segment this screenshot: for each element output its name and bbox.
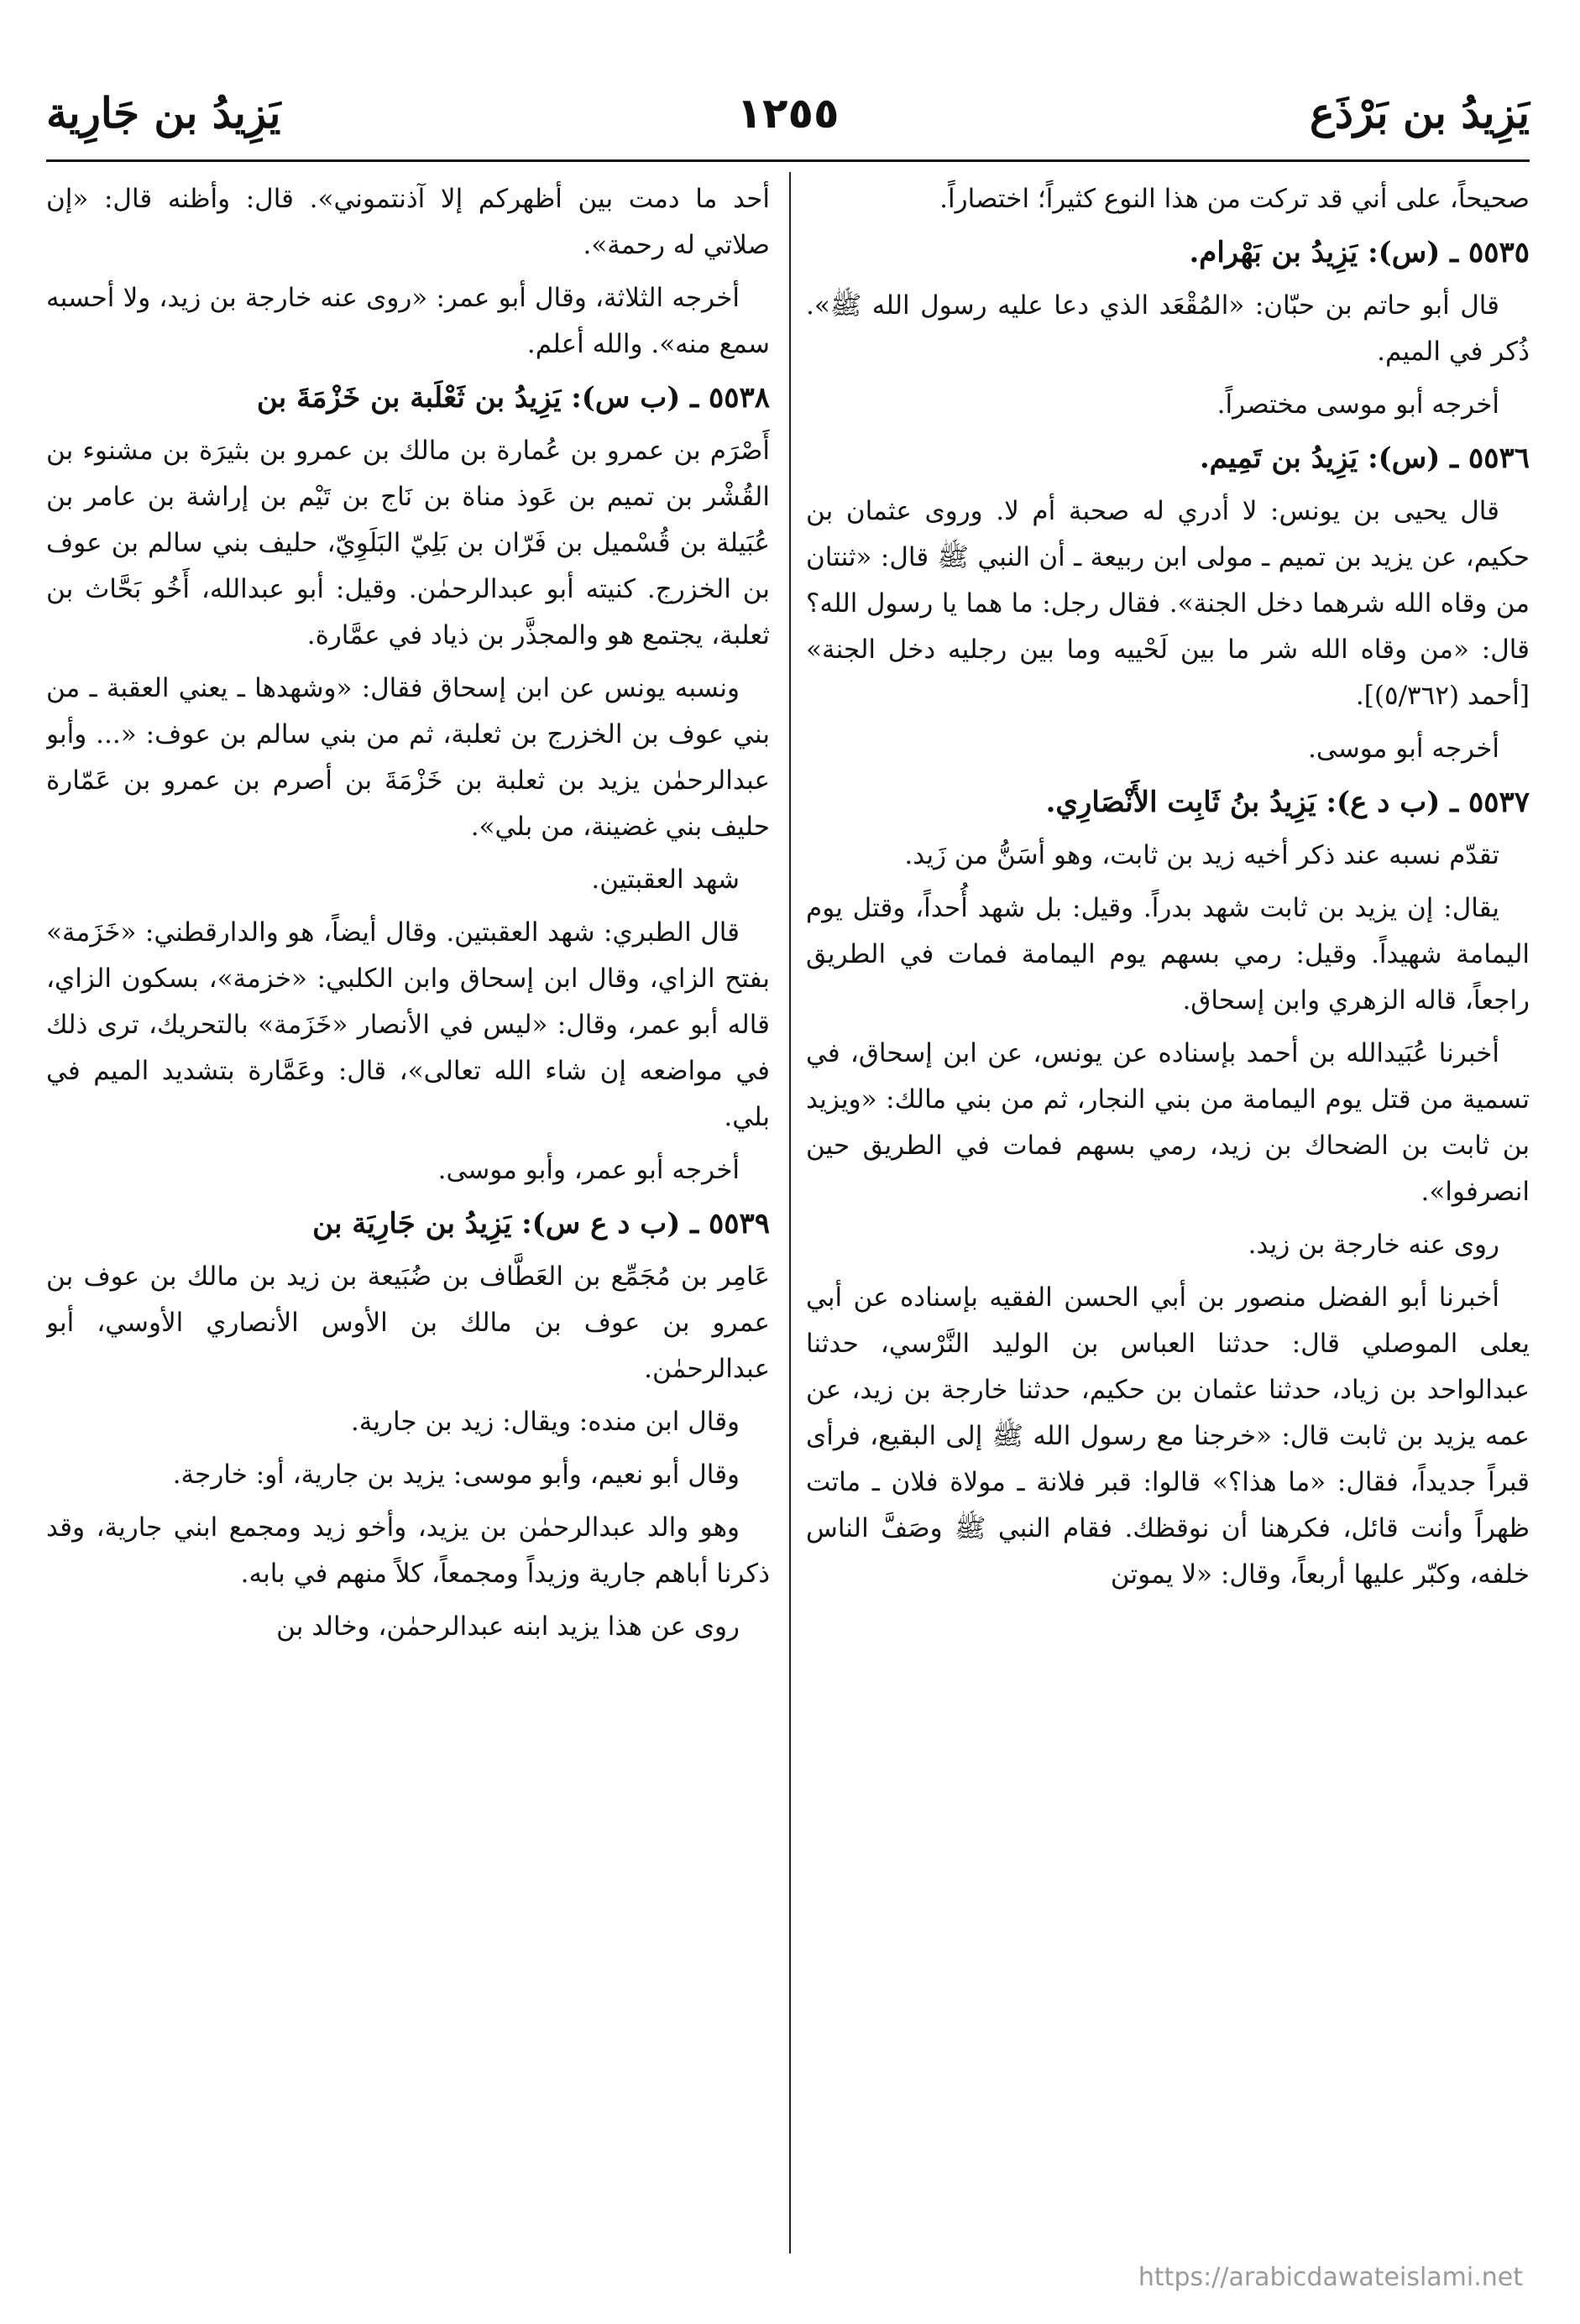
paragraph: أَصْرَم بن عمرو بن عُمارة بن مالك بن عمرو بن بثيرَة بن مشنوء بن القُشْر بن تميم بن عَوذ مناة بن نَاج بن تَيْم بن إراشة بن عامر بن عُبَيلة بن قُسْميل بن فَرّان بن بَلِيّ البَلَوِيّ، حليف بني سالم بن عوف بن الخزرج. كنيته أبو عبدالرحمٰن. وقيل: أبو عبدالله، أَخُو بَحَّاث بن ثعلبة، يجتمع هو والمجذَّر بن ذياد في عمَّارة. bbox=[46, 436, 770, 650]
entry-heading-5536: ٥٥٣٦ ـ (س): يَزِيدُ بن تَمِيم. bbox=[1199, 441, 1530, 475]
header-right-title: يَزِيدُ بن بَرْذَع bbox=[1309, 88, 1530, 138]
page-number: ١٢٥٥ bbox=[736, 89, 840, 138]
paragraph: يقال: إن يزيد بن ثابت شهد بدراً. وقيل: بل شهد أُحداً، وقتل يوم اليمامة شهيداً. وقيل: رمي بسهم يوم اليمامة فمات في الطريق راجعاً، قاله الزهري وابن إسحاق. bbox=[806, 893, 1530, 1016]
entry-heading-5539: ٥٥٣٩ ـ (ب د ع س): يَزِيدُ بن جَارِيَة بن bbox=[312, 1207, 770, 1240]
paragraph: ونسبه يونس عن ابن إسحاق فقال: «وشهدها ـ يعني العقبة ـ من بني عوف بن الخزرج بن ثعلبة، ثم من بني سالم بن عوف: «... وأبو عبدالرحمٰن يزيد بن ثعلبة بن خَزْمَةَ بن أصرم بن عمرو بن عَمّارة حليف بني غضينة، من بلي». bbox=[46, 673, 770, 842]
running-header bbox=[46, 80, 1530, 155]
paragraph: روى عنه خارجة بن زيد. bbox=[1248, 1230, 1499, 1260]
paragraph: شهد العقبتين. bbox=[591, 864, 740, 895]
right-column bbox=[806, 176, 1530, 2249]
paragraph: وقال ابن منده: ويقال: زيد بن جارية. bbox=[350, 1407, 740, 1437]
column-divider bbox=[789, 172, 791, 2253]
entry-heading-5537: ٥٥٣٧ ـ (ب د ع): يَزِيدُ بنُ ثَابِت الأَنْصَارِي. bbox=[1045, 786, 1530, 819]
paragraph: أخرجه الثلاثة، وقال أبو عمر: «روى عنه خارجة بن زيد، ولا أحسبه سمع منه». والله أعلم. bbox=[46, 283, 770, 359]
paragraph: قال يحيى بن يونس: لا أدري له صحبة أم لا. وروى عثمان بن حكيم، عن يزيد بن تميم ـ مولى ابن ربيعة ـ أن النبي ﷺ قال: «ثنتان من وقاه الله شرهما دخل الجنة». فقال رجل: ما هما يا رسول الله؟ قال: «من وقاه الله شر ما بين لَحْييه وما بين رجليه دخل الجنة» [أحمد (٥/٣٦٢)]. bbox=[806, 496, 1530, 711]
paragraph: عَامِر بن مُجَمِّع بن العَطَّاف بن ضُبَيعة بن زيد بن مالك بن عوف بن عمرو بن عوف بن مالك بن الأوس الأنصاري الأوسي، أبو عبدالرحمٰن. bbox=[46, 1261, 770, 1384]
paragraph: أخرجه أبو عمر، وأبو موسى. bbox=[437, 1155, 740, 1185]
paragraph: قال أبو حاتم بن حبّان: «المُقْعَد الذي دعا عليه رسول الله ﷺ». ذُكر في الميم. bbox=[806, 290, 1530, 367]
paragraph: أحد ما دمت بين أظهركم إلا آذنتموني». قال: وأظنه قال: «إن صلاتي له رحمة». bbox=[46, 184, 770, 260]
paragraph: وهو والد عبدالرحمٰن بن يزيد، وأخو زيد ومجمع ابني جارية، وقد ذكرنا أباهم جارية وزيداً ومجمعاً، كلاً منهم في بابه. bbox=[46, 1512, 770, 1589]
paragraph: أخرجه أبو موسى. bbox=[1308, 734, 1499, 764]
header-rule bbox=[46, 159, 1530, 162]
entry-heading-5538: ٥٥٣٨ ـ (ب س): يَزِيدُ بن ثَعْلَبة بن خَزْمَةَ بن bbox=[256, 381, 770, 415]
paragraph: صحيحاً، على أني قد تركت من هذا النوع كثيراً؛ اختصاراً. bbox=[939, 184, 1530, 214]
header-left-title: يَزِيدُ بن جَارِية bbox=[46, 88, 281, 138]
paragraph: أخبرنا عُبَيدالله بن أحمد بإسناده عن يونس، عن ابن إسحاق، في تسمية من قتل يوم اليمامة من بني النجار، ثم من بني مالك: «ويزيد بن ثابت بن الضحاك بن زيد، رمي بسهم فمات في الطريق حين انصرفوا». bbox=[806, 1038, 1530, 1207]
paragraph: وقال أبو نعيم، وأبو موسى: يزيد بن جارية، أو: خارجة. bbox=[172, 1460, 740, 1490]
paragraph: قال الطبري: شهد العقبتين. وقال أيضاً، هو والدارقطني: «خَزَمة» بفتح الزاي، وقال ابن إسحاق وابن الكلبي: «خزمة»، بسكون الزاي، قاله أبو عمر، وقال: «ليس في الأنصار «خَزَمة» بالتحريك، ترى ذلك في مواضعه إن شاء الله تعالى»، قال: وعَمَّارة بتشديد الميم في بلي. bbox=[46, 917, 770, 1132]
entry-heading-5535: ٥٥٣٥ ـ (س): يَزِيدُ بن بَهْرام. bbox=[1189, 236, 1530, 269]
watermark-url: https://arabicdawateislami.net bbox=[1138, 2263, 1523, 2292]
left-column bbox=[46, 176, 770, 2249]
paragraph: أخبرنا أبو الفضل منصور بن أبي الحسن الفقيه بإسناده عن أبي يعلى الموصلي قال: حدثنا العباس بن الوليد النَّرْسي، حدثنا عبدالواحد بن زياد، حدثنا عثمان بن حكيم، حدثنا خارجة بن زيد، عن عمه يزيد بن ثابت قال: «خرجنا مع رسول الله ﷺ إلى البقيع، فرأى قبراً جديداً، فقال: «ما هذا؟» قالوا: قبر فلانة ـ مولاة فلان ـ ماتت ظهراً وأنت قائل، فكرهنا أن نوقظك. فقام النبي ﷺ وصَفَّ الناس خلفه، وكبّر عليها أربعاً، وقال: «لا يموتن bbox=[806, 1282, 1530, 1590]
paragraph: روى عن هذا يزيد ابنه عبدالرحمٰن، وخالد بن bbox=[276, 1611, 740, 1642]
paragraph: تقدّم نسبه عند ذكر أخيه زيد بن ثابت، وهو أسَنُّ من زَيد. bbox=[904, 840, 1499, 870]
paragraph: أخرجه أبو موسى مختصراً. bbox=[1216, 389, 1499, 420]
